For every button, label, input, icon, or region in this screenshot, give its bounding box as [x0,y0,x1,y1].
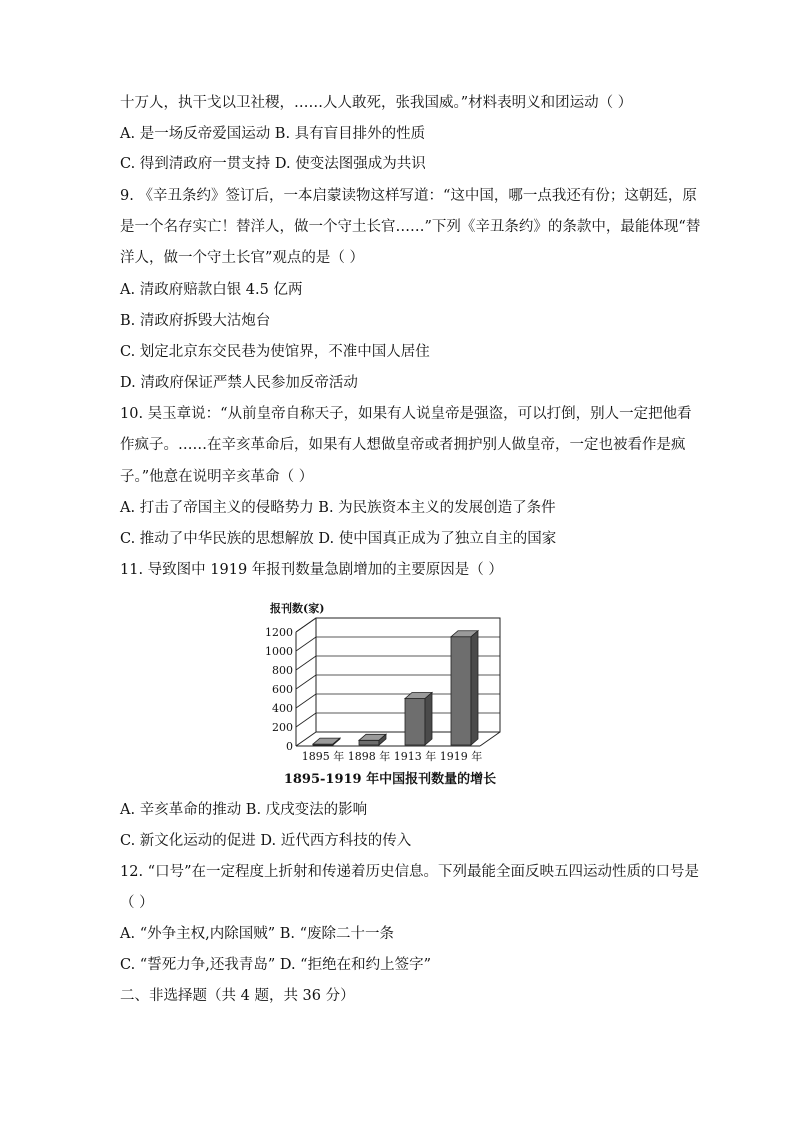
text-line: 是一个名存实亡！替洋人，做一个守土长官……”下列《辛丑条约》的条款中，最能体现“替 [120,219,701,235]
chart-y-tick-label: 1200 [265,626,293,639]
chart-x-tick-label: 1919 年 [439,750,483,763]
chart-y-tick-label: 0 [286,740,293,753]
text-line: C. 得到清政府一贯支持 D. 使变法图强成为共识 [120,156,426,172]
chart-bar-side [425,693,432,746]
text-line: 子。”他意在说明辛亥革命（ ） [120,469,314,485]
chart-floor-right [480,732,500,746]
chart-gridline-side [296,713,316,727]
chart-caption: 1895-1919 年中国报刊数量的增长 [283,772,497,787]
text-line: A. 是一场反帝爱国运动 B. 具有盲目排外的性质 [120,126,426,142]
text-line: 作疯子。……在辛亥革命后，如果有人想做皇帝或者拥护别人做皇帝，一定也被看作是疯 [120,437,686,453]
text-line: A. “外争主权,内除国贼” B. “废除二十一条 [120,926,395,942]
chart-y-tick-label: 400 [272,702,293,715]
text-line: D. 清政府保证严禁人民参加反帝活动 [120,375,358,391]
text-line: B. 清政府拆毁大沽炮台 [120,313,271,329]
text-line: C. 推动了中华民族的思想解放 D. 使中国真正成为了独立自主的国家 [120,531,557,547]
text-line: C. “誓死力争,还我青岛” D. “拒绝在和约上签字” [120,957,431,973]
chart-x-tick-label: 1913 年 [393,750,437,763]
chart-svg [260,598,520,768]
chart-x-tick-label: 1898 年 [347,750,391,763]
text-line: 二、非选择题（共 4 题，共 36 分） [120,988,355,1004]
chart-x-tick-label: 1895 年 [301,750,345,763]
chart-gridline-side [296,675,316,689]
chart-gridline-side [296,656,316,670]
text-line: （ ） [120,895,154,911]
chart-gridline-side [296,694,316,708]
chart-gridline-side [296,618,316,632]
newspaper-count-chart [260,598,520,788]
text-line: 11. 导致图中 1919 年报刊数量急剧增加的主要原因是（ ） [120,562,503,578]
text-line: 10. 吴玉章说：“从前皇帝自称天子，如果有人说皇帝是强盗，可以打倒，别人一定把他看 [120,406,692,422]
chart-gridline-side [296,637,316,651]
chart-y-axis-label: 报刊数(家) [270,602,325,615]
text-line: C. 新文化运动的促进 D. 近代西方科技的传入 [120,833,412,849]
chart-bar [359,740,379,745]
text-line: A. 辛亥革命的推动 B. 戊戌变法的影响 [120,802,368,818]
text-line: A. 打击了帝国主义的侵略势力 B. 为民族资本主义的发展创造了条件 [120,500,556,516]
chart-y-tick-label: 600 [272,683,293,696]
chart-bar [405,699,425,746]
text-line: 12. “口号”在一定程度上折射和传递着历史信息。下列最能全面反映五四运动性质的口号是 [120,864,699,880]
text-line: C. 划定北京东交民巷为使馆界，不准中国人居住 [120,344,430,360]
chart-bar [451,637,471,745]
chart-bar-side [471,631,478,745]
text-line: 9. 《辛丑条约》签订后，一本启蒙读物这样写道：“这中国，哪一点我还有份；这朝廷，原 [120,188,697,204]
text-line: A. 清政府赔款白银 4.5 亿两 [120,282,303,298]
text-line: 十万人，执干戈以卫社稷，……人人敢死，张我国威。”材料表明义和团运动（ ） [120,95,633,111]
text-line: 洋人，做一个守土长官”观点的是（ ） [120,250,365,266]
chart-y-tick-label: 1000 [265,645,293,658]
chart-y-tick-label: 800 [272,664,293,677]
chart-y-tick-label: 200 [272,721,293,734]
